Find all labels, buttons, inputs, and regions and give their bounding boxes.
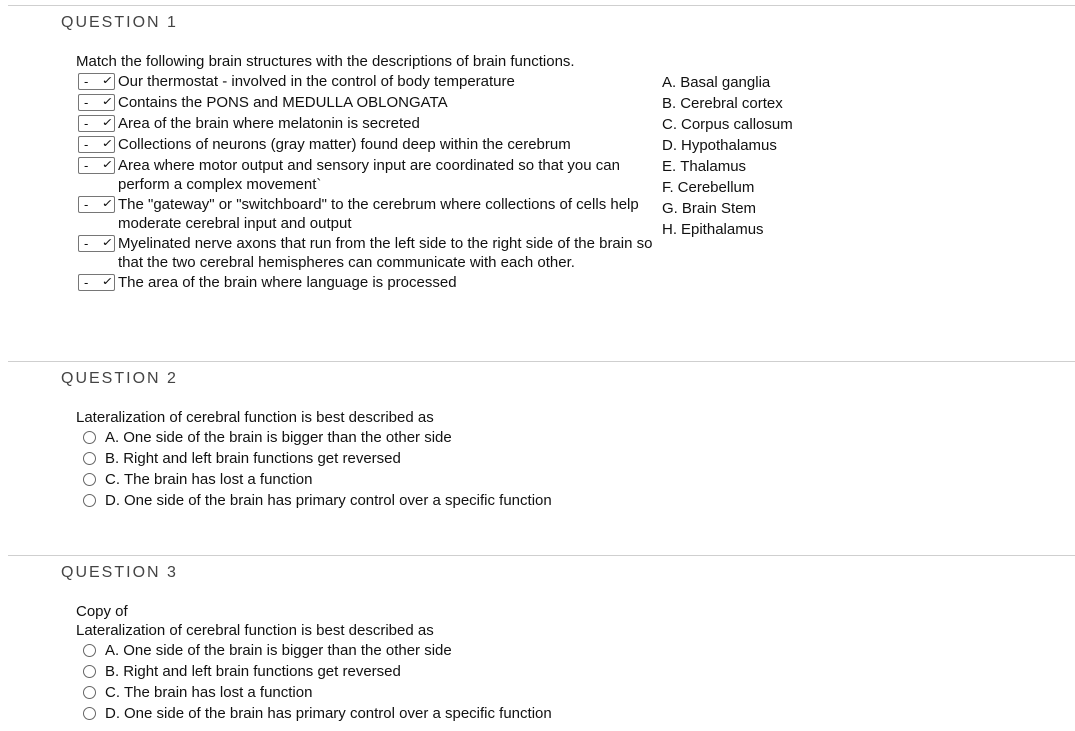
match-select-5[interactable]: - ✓ <box>78 157 115 174</box>
answer-item: C. Corpus callosum <box>662 116 793 133</box>
answer-item: B. Cerebral cortex <box>662 95 783 112</box>
match-description: Contains the PONS and MEDULLA OBLONGATA <box>118 94 448 111</box>
chevron-down-icon: ✓ <box>101 96 114 108</box>
radio-option-c[interactable]: C. The brain has lost a function <box>83 469 552 490</box>
radio-button[interactable] <box>83 707 96 720</box>
match-select-4[interactable]: - ✓ <box>78 136 115 153</box>
chevron-down-icon: ✓ <box>101 159 114 171</box>
answer-item: H. Epithalamus <box>662 221 764 238</box>
chevron-down-icon: ✓ <box>101 75 114 87</box>
radio-button[interactable] <box>83 431 96 444</box>
answer-list <box>662 72 793 240</box>
question-3-prompt: Lateralization of cerebral function is best described as <box>76 622 434 639</box>
radio-option-a[interactable]: A. One side of the brain is bigger than the other side <box>83 640 552 661</box>
match-description: Myelinated nerve axons that run from the left side to the right side of the brain so that the two cerebral hemispheres can communicate with each other. <box>118 235 653 271</box>
match-row <box>78 234 653 272</box>
radio-button[interactable] <box>83 644 96 657</box>
answer-item: E. Thalamus <box>662 158 747 175</box>
match-select-1[interactable]: - ✓ <box>78 73 115 90</box>
radio-button[interactable] <box>83 665 96 678</box>
answer-item: A. Basal ganglia <box>662 74 771 91</box>
match-select-8[interactable]: - ✓ <box>78 274 115 291</box>
match-select-6[interactable]: - ✓ <box>78 196 115 213</box>
divider <box>8 5 1075 6</box>
radio-option-d[interactable]: D. One side of the brain has primary control over a specific function <box>83 703 552 724</box>
chevron-down-icon: ✓ <box>101 237 114 249</box>
question-2-header: QUESTION 2 <box>61 370 178 387</box>
chevron-down-icon: ✓ <box>101 138 114 150</box>
question-3-copy-label: Copy of <box>76 603 128 620</box>
match-description: Area where motor output and sensory input are coordinated so that you can perform a complex movement` <box>118 157 620 193</box>
match-select-2[interactable]: - ✓ <box>78 94 115 111</box>
match-row <box>78 273 653 292</box>
question-1-header: QUESTION 1 <box>61 14 178 31</box>
radio-button[interactable] <box>83 686 96 699</box>
answer-item: F. Cerebellum <box>662 179 755 196</box>
match-select-7[interactable]: - ✓ <box>78 235 115 252</box>
match-row <box>78 72 653 91</box>
match-row <box>78 93 653 112</box>
match-description: Collections of neurons (gray matter) found deep within the cerebrum <box>118 136 571 153</box>
radio-option-b[interactable]: B. Right and left brain functions get reversed <box>83 448 552 469</box>
match-description: Our thermostat - involved in the control of body temperature <box>118 73 515 90</box>
radio-button[interactable] <box>83 452 96 465</box>
radio-option-c[interactable]: C. The brain has lost a function <box>83 682 552 703</box>
divider <box>8 361 1075 362</box>
question-2-prompt: Lateralization of cerebral function is best described as <box>76 409 434 426</box>
match-description: Area of the brain where melatonin is secreted <box>118 115 420 132</box>
match-row <box>78 114 653 133</box>
match-row <box>78 195 653 233</box>
radio-option-d[interactable]: D. One side of the brain has primary control over a specific function <box>83 490 552 511</box>
radio-button[interactable] <box>83 473 96 486</box>
question-1-prompt: Match the following brain structures with the descriptions of brain functions. <box>76 53 575 70</box>
question-3-options <box>83 640 552 724</box>
match-row <box>78 156 653 194</box>
chevron-down-icon: ✓ <box>101 276 114 288</box>
match-row <box>78 135 653 154</box>
answer-item: G. Brain Stem <box>662 200 757 217</box>
question-3-header: QUESTION 3 <box>61 564 178 581</box>
match-description: The "gateway" or "switchboard" to the cerebrum where collections of cells help moderate cerebral input and output <box>118 196 639 232</box>
radio-option-b[interactable]: B. Right and left brain functions get reversed <box>83 661 552 682</box>
match-select-3[interactable]: - ✓ <box>78 115 115 132</box>
chevron-down-icon: ✓ <box>101 117 114 129</box>
radio-option-a[interactable]: A. One side of the brain is bigger than the other side <box>83 427 552 448</box>
match-list <box>78 72 653 294</box>
question-2-options <box>83 427 552 511</box>
match-description: The area of the brain where language is processed <box>118 274 457 291</box>
radio-button[interactable] <box>83 494 96 507</box>
chevron-down-icon: ✓ <box>101 198 114 210</box>
answer-item: D. Hypothalamus <box>662 137 777 154</box>
divider <box>8 555 1075 556</box>
